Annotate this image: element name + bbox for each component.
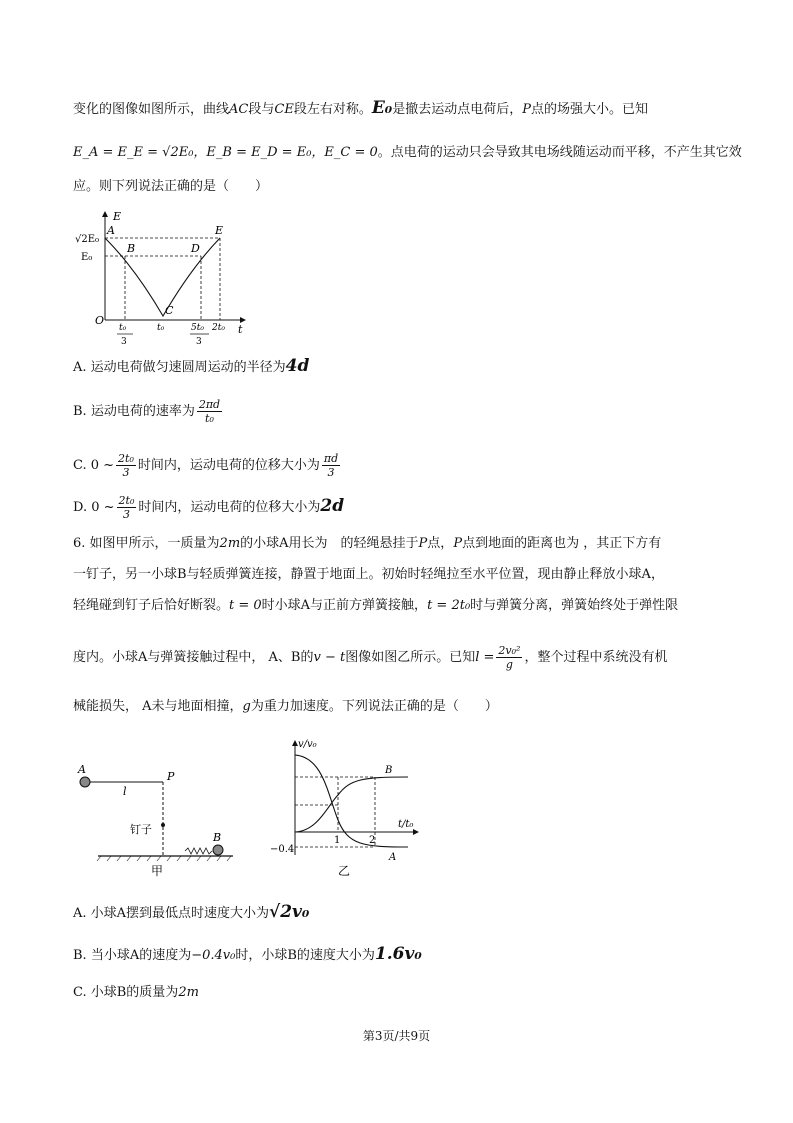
text: ，整个过程中系统没有机: [524, 650, 668, 665]
text: 械能损失， A未与地面相撞，: [73, 699, 243, 714]
fraction: [322, 452, 340, 479]
option-value: −0.4v₀: [191, 948, 236, 963]
text: 是撤去运动点电荷后，: [392, 102, 523, 117]
x-tick-2: 2: [369, 835, 376, 846]
option-value: 2d: [320, 496, 345, 516]
e-curve: [105, 238, 220, 316]
y-axis-label: E: [113, 210, 122, 223]
math-l: l =: [475, 650, 495, 665]
q6-line-1: [73, 534, 661, 554]
denominator: t₀: [205, 412, 214, 425]
fraction: [197, 398, 222, 425]
point-a-label: A: [107, 224, 115, 237]
option-text: 时间内，运动电荷的位移大小为: [137, 458, 320, 473]
x-tick-4: 2t₀: [212, 323, 225, 333]
q5-option-c[interactable]: [73, 448, 342, 484]
fraction: [496, 644, 522, 671]
math-vt: v − t: [313, 650, 346, 665]
label-a: A: [78, 763, 86, 776]
x-axis-label: t/t₀: [398, 819, 414, 830]
numerator: 2πd: [198, 398, 221, 411]
point-d-label: D: [191, 242, 200, 255]
math-t0: t = 0: [229, 598, 262, 613]
text: 变化的图像如图所示，曲线: [73, 102, 230, 117]
fraction: [117, 494, 137, 521]
math-p: P: [453, 536, 463, 551]
option-text: 时间内，运动电荷的位移大小为: [138, 500, 321, 515]
q6-line-2: [73, 565, 664, 585]
label-l: l: [123, 785, 127, 798]
numerator: πd: [323, 452, 339, 465]
label-b: B: [385, 765, 393, 776]
text: 为重力加速度。下列说法正确的是（ ）: [250, 699, 498, 714]
y-tick-neg: −0.4: [270, 844, 295, 855]
text: 时小球A与正前方弹簧接触，: [261, 598, 428, 613]
q6-option-a[interactable]: [73, 902, 309, 924]
math-g: g: [242, 699, 251, 714]
figure-yi: [268, 735, 428, 880]
q6-option-b[interactable]: [73, 944, 422, 966]
q6-line-5: [73, 697, 498, 717]
e-t-graph: [73, 208, 253, 348]
math-formula: E_A = E_E = √2E₀，E_B = E_D = E₀，E_C = 0: [73, 145, 378, 160]
numerator: 2v₀²: [498, 644, 521, 657]
option-text: B. 当小球A的速度为: [73, 948, 192, 963]
x-tick-1: 1: [334, 835, 341, 846]
intro-line-2: [73, 143, 742, 163]
figure-jia: [73, 755, 243, 880]
option-text: B. 运动电荷的速率为: [73, 404, 195, 419]
option-value: 2m: [178, 985, 199, 1000]
option-prefix: D. 0 ~: [73, 500, 115, 515]
text: 点，: [427, 536, 454, 551]
ball-a: [80, 777, 90, 787]
numerator: 2t₀: [118, 452, 134, 465]
origin-label: O: [95, 314, 105, 327]
math-2m: 2m: [219, 536, 241, 551]
q6-option-c[interactable]: [73, 983, 199, 1003]
text: 度内。小球A与弹簧接触过程中， A、B的: [73, 650, 314, 665]
denominator: 3: [122, 508, 130, 521]
label-b: B: [213, 831, 222, 844]
option-text: 时，小球B的速度大小为: [235, 948, 375, 963]
option-text: A. 小球A摆到最低点时速度大小为: [73, 906, 270, 921]
y-tick-sqrt2e0: √2E₀: [75, 234, 100, 245]
text: 轻绳碰到钉子后恰好断裂。: [73, 598, 230, 613]
point-c-label: C: [165, 304, 174, 317]
q5-option-a[interactable]: [73, 356, 309, 378]
intro-line-1: [73, 98, 648, 120]
ball-b: [213, 845, 223, 855]
option-prefix: C. 0 ~: [73, 458, 115, 473]
math-t2: t = 2t₀: [427, 598, 471, 613]
label-nail: 钉子: [130, 823, 152, 836]
fraction: [116, 452, 136, 479]
option-value: 1.6v₀: [374, 944, 422, 964]
caption-yi: 乙: [338, 864, 351, 878]
math-p: P: [418, 536, 428, 551]
nail-dot: [161, 823, 165, 827]
text: 点的场强大小。已知: [531, 102, 649, 117]
numerator: 2t₀: [118, 494, 135, 507]
q5-option-b[interactable]: [73, 392, 224, 432]
option-value: 4d: [285, 356, 310, 376]
text: 的小球A用长为 的轻绳悬挂于: [240, 536, 419, 551]
q6-line-3: [73, 596, 678, 616]
x-axis-label: t: [238, 323, 243, 336]
math-e0: E₀: [371, 98, 393, 118]
y-axis-label: v/v₀: [298, 739, 317, 750]
math-p: P: [522, 102, 531, 117]
math-ac: AC: [229, 102, 249, 117]
denominator: 3: [122, 466, 130, 479]
x-tick-2: t₀: [157, 323, 165, 333]
ground-hatch: [97, 856, 231, 861]
spring: [185, 848, 212, 854]
text: 时与弹簧分离，弹簧始终处于弹性限: [470, 598, 679, 613]
point-e-label: E: [215, 224, 224, 237]
text: 段左右对称。: [293, 102, 372, 117]
page-footer: 第3页/共9页: [362, 1029, 431, 1043]
y-tick-e0: E₀: [81, 252, 93, 263]
x-tick-3-num: 5t₀: [191, 323, 204, 333]
text: 点到地面的距离也为 ，其正下方有: [462, 536, 662, 551]
denominator: 3: [327, 466, 335, 479]
denominator: g: [505, 658, 513, 671]
intro-line-3: [73, 177, 268, 197]
curve-b: [295, 777, 408, 832]
caption-jia: 甲: [151, 864, 164, 878]
q5-option-d[interactable]: [73, 488, 344, 526]
label-p: P: [167, 770, 175, 783]
x-tick-1-den: 3: [121, 337, 127, 347]
option-text: A. 运动电荷做匀速圆周运动的半径为: [73, 360, 286, 375]
x-tick-3-den: 3: [196, 337, 202, 347]
x-tick-1-num: t₀: [119, 323, 127, 333]
point-b-label: B: [127, 242, 136, 255]
label-a: A: [389, 852, 397, 863]
text: 一钉子，另一小球B与轻质弹簧连接，静置于地面上。初始时轻绳拉至水平位置，现由静止释放小球A，: [73, 567, 664, 582]
math-ce: CE: [274, 102, 294, 117]
option-text: C. 小球B的质量为: [73, 985, 179, 1000]
text: 段与: [248, 102, 275, 117]
question-stem: 应。则下列说法正确的是（ ）: [73, 179, 269, 194]
text: 图像如图乙所示。已知: [345, 650, 476, 665]
text: 。点电荷的运动只会导致其电场线随运动而平移，不产生其它效: [377, 145, 742, 160]
q6-line-4: [73, 640, 667, 676]
text: 6. 如图甲所示，一质量为: [73, 536, 220, 551]
option-value: √2v₀: [269, 902, 310, 922]
